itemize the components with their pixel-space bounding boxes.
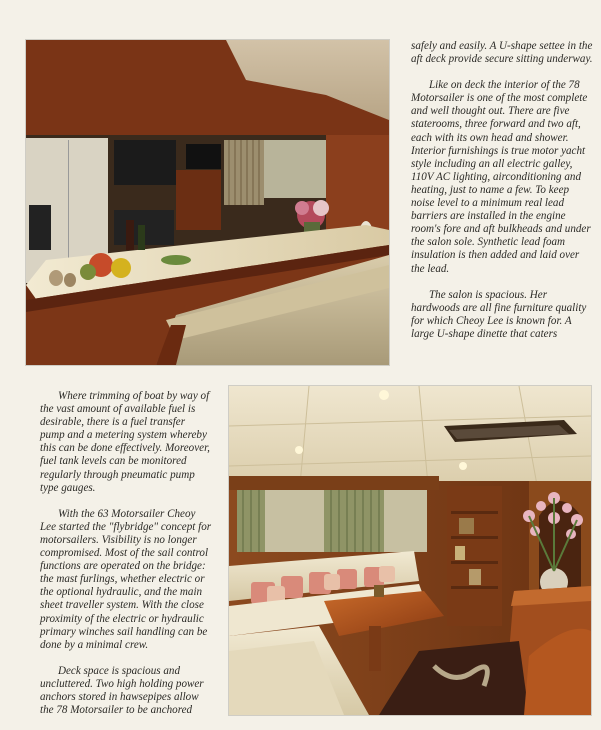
galley-photo [26,40,389,365]
left-paragraph-3: Deck space is spacious and uncluttered. Two high holding power anchors stored in hawsepipes allow the 78 Motorsailer to be anchored [40,664,204,717]
right-paragraph-1: safely and easily. A U-shape settee in the aft deck provide secure sitting underway. [411,40,593,66]
left-paragraph-2: With the 63 Motorsailer Cheoy Lee started the "flybridge" concept for motorsailers. Visibility is no longer compromised. Most of the sail control functions are operated on the bridge: the mast furlings, whether electric or the optional hydraulic, and the main sheet traveller system. With the close proximity of the electric or hydraulic primary winches sail handling can be done by a minimal crew. [40,507,212,651]
left-paragraph-1: Where trimming of boat by way of the vast amount of available fuel is desirable, there is a fuel transfer pump and a metering system whereby this can be done effectively. Moreover, fuel tank levels can be monitored regularly through pneumatic pump type gauges. [40,390,210,494]
right-paragraph-3: The salon is spacious. Her hardwoods are all fine furniture quality for which Cheoy Lee is known for. A large U-shape dinette that caters [411,288,587,340]
salon-photo [229,386,591,715]
right-paragraph-2: Like on deck the interior of the 78 Motorsailer is one of the most complete and well thought out. There are five staterooms, three forward and two aft, each with its own head and shower. Interior furnishings is true motor yacht style including an all electric galley, 110V AC lighting, airconditioning and heating, just to name a few. To keep noise level to a minimum real lead barriers are installed in the engine room's fore and aft bulkheads and under the salon sole. Synthetic lead foam insulation is then added and laid over the lead. [411,79,591,275]
right-text-column [411,40,593,354]
galley-photo-drawing [26,40,389,365]
salon-photo-drawing [229,386,591,715]
left-text-column [40,390,212,730]
